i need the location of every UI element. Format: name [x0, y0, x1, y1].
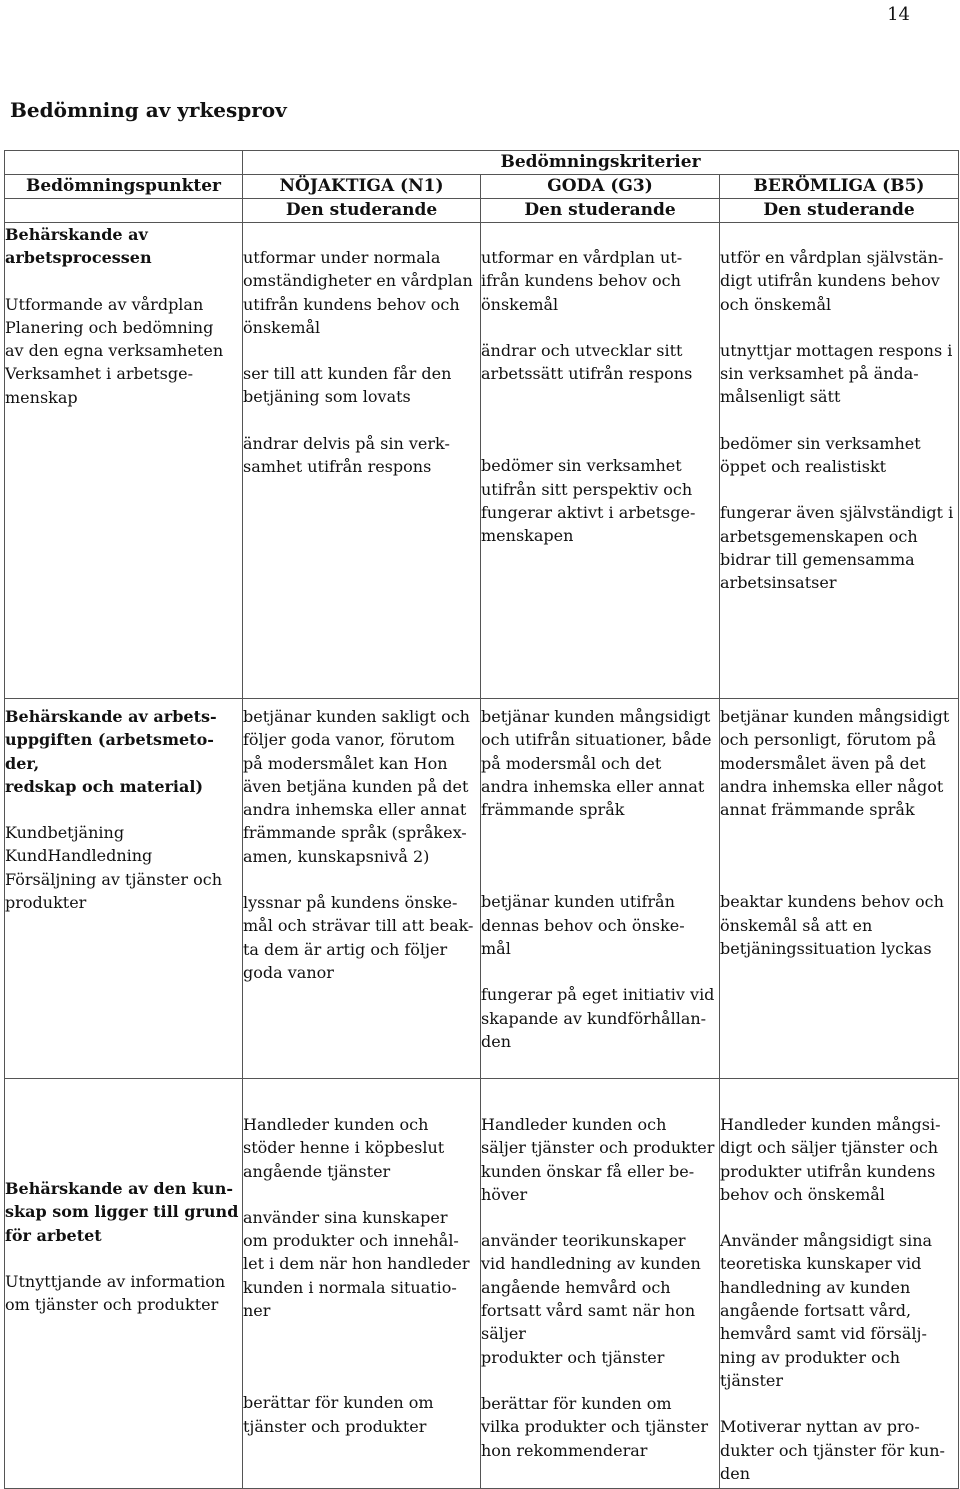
criteria-line: hemvård samt vid försälj- [720, 1324, 927, 1344]
criteria-statement [243, 705, 480, 868]
criteria-line: använder sina kunskaper [243, 1207, 448, 1227]
level-heading-g3: GODA (G3) [481, 175, 720, 199]
criteria-line: ner [243, 1301, 271, 1321]
criteria-line: fungerar på eget initiativ vid [481, 985, 715, 1005]
assessment-point-line: Försäljning av tjänster och [5, 869, 223, 889]
criteria-line: bidrar till gemensamma [720, 549, 915, 569]
criteria-line: bedömer sin verksamhet [481, 456, 682, 476]
criteria-line: den [720, 1463, 751, 1483]
criteria-cell-n1 [243, 223, 481, 699]
criteria-cell-g3 [481, 699, 720, 1079]
criteria-cell-g3 [481, 1079, 720, 1489]
criteria-statement [481, 983, 719, 1053]
assessment-point-line: Planering och bedömning [5, 317, 214, 337]
criteria-line: digt och säljer tjänster och [720, 1138, 939, 1158]
assessment-point-line: KundHandledning [5, 846, 153, 866]
criteria-line: önskemål [243, 317, 321, 337]
criteria-line: Handleder kunden mångsi- [720, 1115, 941, 1134]
criteria-statement [720, 246, 958, 316]
criteria-line: den [481, 1031, 512, 1051]
criteria-line: ta dem är artig och följer [243, 939, 448, 959]
assessment-point-heading-line: för arbetet [5, 1225, 102, 1245]
criteria-line: tjänster [720, 1370, 783, 1390]
assessment-point-heading-line: skap som ligger till grund [5, 1202, 239, 1222]
criteria-statement [481, 339, 719, 386]
criteria-line: behov och önskemål [720, 1184, 885, 1204]
criteria-line: mål och strävar till att beak- [243, 916, 474, 936]
criteria-line: utnyttjar mottagen respons i [720, 340, 953, 360]
rubric-row [5, 1079, 959, 1489]
document-title: Bedömning av yrkesprov [10, 98, 287, 122]
criteria-line: bedömer sin verksamhet [720, 433, 921, 453]
criteria-line: främmande språk (språkex- [243, 823, 467, 843]
criteria-line: ifrån kundens behov och [481, 271, 681, 291]
criteria-line: öppet och realistiskt [720, 457, 887, 477]
assessment-table [4, 150, 959, 1489]
criteria-line [720, 844, 958, 867]
criteria-line: Handleder kunden och [243, 1115, 429, 1134]
criteria-line: ändrar och utvecklar sitt [481, 340, 683, 360]
criteria-line: utifrån kundens behov och [243, 294, 460, 314]
criteria-line: arbetsinsatser [720, 573, 837, 593]
criteria-line: mål [481, 939, 511, 959]
criteria-line: även betjäna kunden på det [243, 776, 469, 796]
rubric-row [5, 223, 959, 699]
criteria-line: betjänar kunden mångsidigt [720, 707, 950, 726]
criteria-statement [481, 1113, 719, 1206]
criteria-line: annat främmande språk [720, 800, 915, 820]
criteria-line [481, 431, 719, 454]
criteria-statement [481, 705, 719, 821]
criteria-line: digt utifrån kundens behov [720, 271, 940, 291]
criteria-statement [720, 501, 958, 594]
criteria-line: dukter och tjänster för kun- [720, 1440, 945, 1460]
assessment-point [5, 223, 243, 699]
criteria-line: ser till att kunden får den [243, 364, 452, 384]
criteria-line: använder teorikunskaper [481, 1231, 686, 1251]
criteria-line: följer goda vanor, förutom [243, 730, 455, 750]
level-heading-b5: BERÖMLIGA (B5) [720, 175, 959, 199]
criteria-line: dennas behov och önske- [481, 915, 685, 935]
criteria-line: på modersmålet kan Hon [243, 753, 448, 773]
assessment-point-line: om tjänster och produkter [5, 1295, 219, 1315]
assessment-point-heading-line: Behärskande av arbets- [5, 707, 217, 726]
criteria-line: Motiverar nyttan av pro- [720, 1417, 920, 1437]
criteria-line: handledning av kunden [720, 1277, 911, 1297]
assessment-point [5, 1079, 243, 1489]
header-row-levels [5, 175, 959, 199]
criteria-line: höver [481, 1184, 528, 1204]
criteria-line [243, 1345, 480, 1368]
points-heading: Bedömningspunkter [5, 175, 243, 199]
assessment-point-heading-line: Behärskande av den kun- [5, 1179, 233, 1198]
criteria-statement [481, 1229, 719, 1369]
criteria-line: ning av produkter och [720, 1347, 901, 1367]
criteria-line: och önskemål [720, 294, 832, 314]
assessment-point-line: produkter [5, 893, 87, 913]
criteria-line: fungerar aktivt i arbetsge- [481, 503, 696, 523]
criteria-line: arbetssätt utifrån respons [481, 364, 693, 384]
criteria-line [243, 1368, 480, 1391]
assessment-point-line: Kundbetjäning [5, 823, 125, 843]
criteria-line: sin verksamhet på ända- [720, 364, 919, 384]
assessment-point-line: menskap [5, 387, 78, 407]
assessment-point-heading-line: redskap och material) [5, 776, 204, 796]
criteria-line: betjäning som lovats [243, 387, 411, 407]
criteria-line: andra inhemska eller något [720, 776, 944, 796]
criteria-line: andra inhemska eller annat [243, 800, 467, 820]
criteria-statement [243, 1345, 480, 1438]
assessment-point-heading-line: Behärskande av [5, 225, 148, 244]
criteria-line: angående hemvård och [481, 1277, 671, 1297]
criteria-line [720, 867, 958, 890]
criteria-line: angående tjänster [243, 1161, 391, 1181]
criteria-statement [243, 1113, 480, 1183]
criteria-line: samhet utifrån respons [243, 457, 432, 477]
criteria-statement [720, 1113, 958, 1206]
criteria-line: let i dem när hon handleder [243, 1254, 470, 1274]
criteria-cell-b5 [720, 699, 959, 1079]
assessment-point-heading-line: uppgiften (arbetsmeto- [5, 730, 214, 750]
criteria-line: önskemål så att en [720, 915, 873, 935]
criteria-line: och utifrån situationer, både [481, 730, 712, 750]
criteria-statement [481, 1392, 719, 1462]
page-number: 14 [887, 4, 910, 25]
criteria-line: utifrån sitt perspektiv och [481, 479, 693, 499]
criteria-line: betjänar kunden utifrån [481, 892, 675, 912]
header-row-criteria [5, 151, 959, 175]
criteria-line: skapande av kundförhållan- [481, 1008, 707, 1028]
criteria-cell-n1 [243, 1079, 481, 1489]
criteria-line [481, 844, 719, 867]
criteria-line: utformar under normala [243, 248, 441, 267]
criteria-line: goda vanor [243, 962, 334, 982]
assessment-point-heading-line: arbetsprocessen [5, 248, 152, 268]
criteria-line: modersmålet även på det [720, 753, 926, 773]
criteria-line: hon rekommenderar [481, 1440, 648, 1460]
criteria-line: främmande språk [481, 800, 625, 820]
criteria-statement [481, 844, 719, 960]
criteria-line: vid handledning av kunden [481, 1254, 701, 1274]
criteria-cell-b5 [720, 223, 959, 699]
criteria-statement [243, 1206, 480, 1322]
criteria-line: kunden i normala situatio- [243, 1277, 457, 1297]
criteria-line: produkter utifrån kundens [720, 1161, 936, 1181]
criteria-line: och personligt, förutom på [720, 730, 937, 750]
criteria-statement [720, 844, 958, 960]
criteria-line [481, 867, 719, 890]
criteria-line: säljer [481, 1324, 526, 1344]
criteria-cell-g3 [481, 223, 720, 699]
level-heading-n1: NÖJAKTIGA (N1) [243, 175, 481, 199]
criteria-line: produkter och tjänster [481, 1347, 665, 1367]
criteria-line: betjänar kunden mångsidigt [481, 707, 711, 726]
criteria-line: fortsatt vård samt när hon [481, 1301, 696, 1321]
criteria-line: omständigheter en vårdplan [243, 271, 473, 291]
criteria-line: tjänster och produkter [243, 1416, 427, 1436]
criteria-cell-b5 [720, 1079, 959, 1489]
criteria-statement [243, 432, 480, 479]
criteria-line: lyssnar på kundens önske- [243, 893, 458, 913]
criteria-line: teoretiska kunskaper vid [720, 1254, 922, 1274]
criteria-statement [243, 246, 480, 339]
criteria-line [481, 408, 719, 431]
criteria-statement [720, 705, 958, 821]
criteria-cell-n1 [243, 699, 481, 1079]
criteria-line: andra inhemska eller annat [481, 776, 705, 796]
criteria-line: kunden önskar få eller be- [481, 1161, 695, 1181]
criteria-line: angående fortsatt vård, [720, 1301, 912, 1321]
assessment-point [5, 699, 243, 1079]
criteria-line: berättar för kunden om [481, 1393, 672, 1413]
assessment-point-line [5, 270, 242, 293]
criteria-statement [243, 891, 480, 984]
criteria-line: Handleder kunden och [481, 1115, 667, 1134]
criteria-statement [720, 432, 958, 479]
criteria-line: amen, kunskapsnivå 2) [243, 846, 430, 866]
criteria-line: målsenligt sätt [720, 387, 841, 407]
criteria-line: beaktar kundens behov och [720, 892, 944, 912]
subject-heading-n1: Den studerande [243, 199, 481, 223]
criteria-line: vilka produkter och tjänster [481, 1417, 708, 1437]
criteria-line: stöder henne i köpbeslut [243, 1138, 445, 1158]
criteria-line: betjäningssituation lyckas [720, 939, 932, 959]
assessment-point-heading-line: der, [5, 753, 40, 773]
criteria-line: säljer tjänster och produkter [481, 1138, 715, 1158]
subject-heading-b5: Den studerande [720, 199, 959, 223]
assessment-point-line: Verksamhet i arbetsge- [5, 364, 193, 384]
criteria-statement [720, 1229, 958, 1392]
criteria-line: berättar för kunden om [243, 1393, 434, 1413]
rubric-row [5, 699, 959, 1079]
criteria-line: ändrar delvis på sin verk- [243, 433, 450, 453]
criteria-line: betjänar kunden sakligt och [243, 707, 470, 726]
criteria-line: utför en vårdplan självstän- [720, 248, 944, 267]
criteria-line: önskemål [481, 294, 559, 314]
criteria-line: menskapen [481, 526, 574, 546]
assessment-body [5, 223, 959, 1489]
subject-heading-g3: Den studerande [481, 199, 720, 223]
criteria-statement [720, 339, 958, 409]
criteria-line: på modersmål och det [481, 753, 662, 773]
criteria-heading: Bedömningskriterier [243, 151, 959, 175]
criteria-statement [243, 362, 480, 409]
criteria-line: arbetsgemenskapen och [720, 526, 918, 546]
assessment-point-line: av den egna verksamheten [5, 341, 224, 361]
criteria-line: Använder mångsidigt sina [720, 1231, 933, 1251]
criteria-statement [720, 1415, 958, 1485]
criteria-line: utformar en vårdplan ut- [481, 248, 683, 267]
criteria-statement [481, 246, 719, 316]
header-row-subject [5, 199, 959, 223]
assessment-point-line: Utnyttjande av information [5, 1271, 226, 1291]
criteria-line: om produkter och innehål- [243, 1231, 459, 1251]
criteria-line: fungerar även självständigt i [720, 503, 954, 523]
criteria-statement [481, 408, 719, 547]
assessment-point-line: Utformande av vårdplan [5, 294, 204, 314]
